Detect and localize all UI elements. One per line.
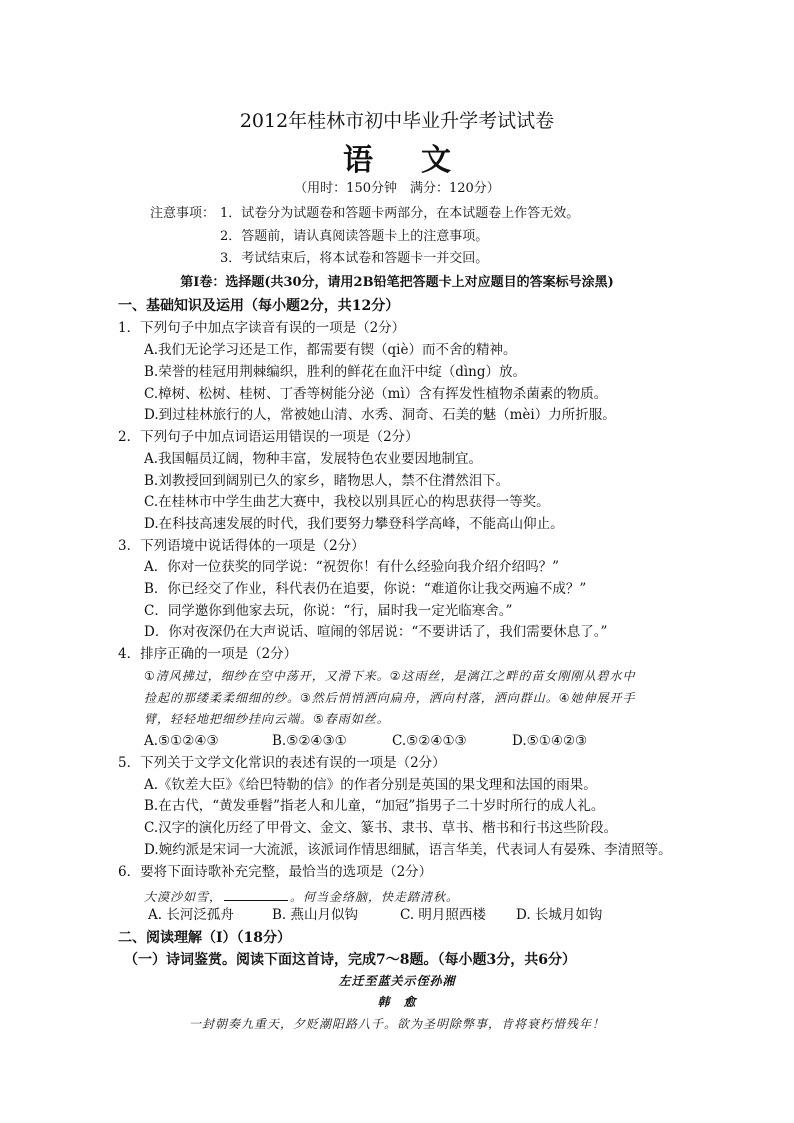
notes-label: 注意事项： <box>150 206 216 221</box>
q6-poem-after: 。何当金络脑，快走踏清秋。 <box>290 890 460 904</box>
q2-option-b: B.刘教授回到阔别已久的家乡，睹物思人，禁不住潸然泪下。 <box>144 473 510 489</box>
q4-option-b: B.⑤②④③① <box>272 733 347 749</box>
q6-poem-before: 大漠沙如雪， <box>144 890 223 904</box>
poem-title: 左迁至蓝关示侄孙湘 <box>338 974 456 988</box>
q1-option-c: C.樟树、松树、桂树、丁香等树能分泌（mì）含有挥发性植物杀菌素的物质。 <box>144 386 608 402</box>
q1-option-a: A.我们无论学习还是工作，都需要有锲（qiè）而不舍的精神。 <box>144 342 517 358</box>
q2-option-d: D.在科技高速发展的时代，我们要努力攀登科学高峰，不能高山仰止。 <box>144 516 564 532</box>
exam-title: 2012年桂林市初中毕业升学考试试卷 <box>239 110 555 132</box>
q4-stem: 4．排序正确的一项是（2分） <box>118 646 298 662</box>
exam-timing: （用时：150分钟 满分：120分） <box>294 181 500 196</box>
q6-option-b: B. 燕山月似钩 <box>272 907 359 923</box>
q4-passage-line: 臂，轻轻地把细纱挂向云端。⑤春雨如丝。 <box>144 712 390 726</box>
q2-option-a: A.我国幅员辽阔，物种丰富，发展特色农业要因地制宜。 <box>144 451 483 467</box>
q4-option-a: A.⑤①②④③ <box>144 733 219 749</box>
note-item: 3．考试结束后，将本试卷和答题卡一并交回。 <box>220 251 489 266</box>
q6-option-a: A. 长河泛孤舟 <box>148 907 234 923</box>
q4-option-c: C.⑤②④①③ <box>392 733 467 749</box>
q6-poem-line <box>144 888 459 903</box>
q5-option-d: D.婉约派是宋词一大流派，该派词作情思细腻，语言华美，代表词人有晏殊、李清照等。 <box>144 842 672 858</box>
q6-option-c: C. 明月照西楼 <box>400 907 486 923</box>
q5-option-a: A.《钦差大臣》《给巴特勒的信》的作者分别是英国的果戈理和法国的雨果。 <box>144 777 597 793</box>
q6-stem: 6．要将下面诗歌补充完整，最恰当的选项是（2分） <box>118 864 433 880</box>
q3-option-d: D．你对夜深仍在大声说话、喧闹的邻居说：“不要讲话了，我们需要休息了。” <box>144 624 608 640</box>
note-item: 1．试卷分为试题卷和答题卡两部分，在本试题卷上作答无效。 <box>220 206 580 221</box>
q6-answer-blank <box>224 888 288 901</box>
q1-stem: 1．下列句子中加点字读音有误的一项是（2分） <box>118 320 406 336</box>
q1-option-d: D.到过桂林旅行的人，常被她山清、水秀、洞奇、石美的魅（mèi）力所折服。 <box>144 407 616 423</box>
q4-option-d: D.⑤①④②③ <box>512 733 588 749</box>
q2-option-c: C.在桂林市中学生曲艺大赛中，我校以别具匠心的构思获得一等奖。 <box>144 494 550 510</box>
part1-heading: 第Ⅰ卷：选择题(共30分，请用2B铅笔把答题卡上对应题目的答案标号涂黑) <box>180 275 614 290</box>
q3-option-a: A．你对一位获奖的同学说：“祝贺你！有什么经验向我介绍介绍吗？” <box>144 559 560 575</box>
q1-option-b: B.荣誉的桂冠用荆棘编织，胜利的鲜花在血汗中绽（dìng）放。 <box>144 364 527 380</box>
q3-stem: 3．下列语境中说话得体的一项是（2分） <box>118 538 365 554</box>
subsection1-heading: （一）诗词鉴赏。阅读下面这首诗，完成7～8题。（每小题3分，共6分） <box>124 952 576 968</box>
note-item: 2．答题前，请认真阅读答题卡上的注意事项。 <box>220 229 489 244</box>
subject-heading: 语文 <box>343 143 499 178</box>
q6-option-d: D. 长城月如钩 <box>516 907 603 923</box>
q2-stem: 2．下列句子中加点词语运用错误的一项是（2分） <box>118 429 419 445</box>
q5-stem: 5．下列关于文学文化常识的表述有误的一项是（2分） <box>118 755 446 771</box>
section1-heading: 一、基础知识及运用（每小题2分，共12分） <box>118 298 400 314</box>
q3-option-b: B．你已经交了作业，科代表仍在追要，你说：“难道你让我交两遍不成？” <box>144 581 587 597</box>
q3-option-c: C．同学邀你到他家去玩，你说：“行，届时我一定光临寒舍。” <box>144 603 513 619</box>
poem-author: 韩 愈 <box>377 995 417 1009</box>
q5-option-c: C.汉字的演化历经了甲骨文、金文、篆书、隶书、草书、楷书和行书这些阶段。 <box>144 820 618 836</box>
poem-line: 一封朝奏九重天，夕贬潮阳路八千。欲为圣明除弊事，肯将衰朽惜残年！ <box>188 1017 605 1031</box>
q5-option-b: B.在古代，“黄发垂髫”指老人和儿童，“加冠”指男子二十岁时所行的成人礼。 <box>144 798 605 814</box>
section2-heading: 二、阅读理解（Ⅰ）（18分） <box>118 930 292 946</box>
q4-passage-line: ①清风拂过，细纱在空中荡开，又滑下来。②这雨丝，是漓江之畔的苗女刚刚从碧水中 <box>144 669 636 683</box>
q4-passage-line: 捡起的那缕柔柔细细的纱。③然后悄悄洒向扁舟，洒向村落，洒向群山。④她伸展开手 <box>144 691 636 705</box>
